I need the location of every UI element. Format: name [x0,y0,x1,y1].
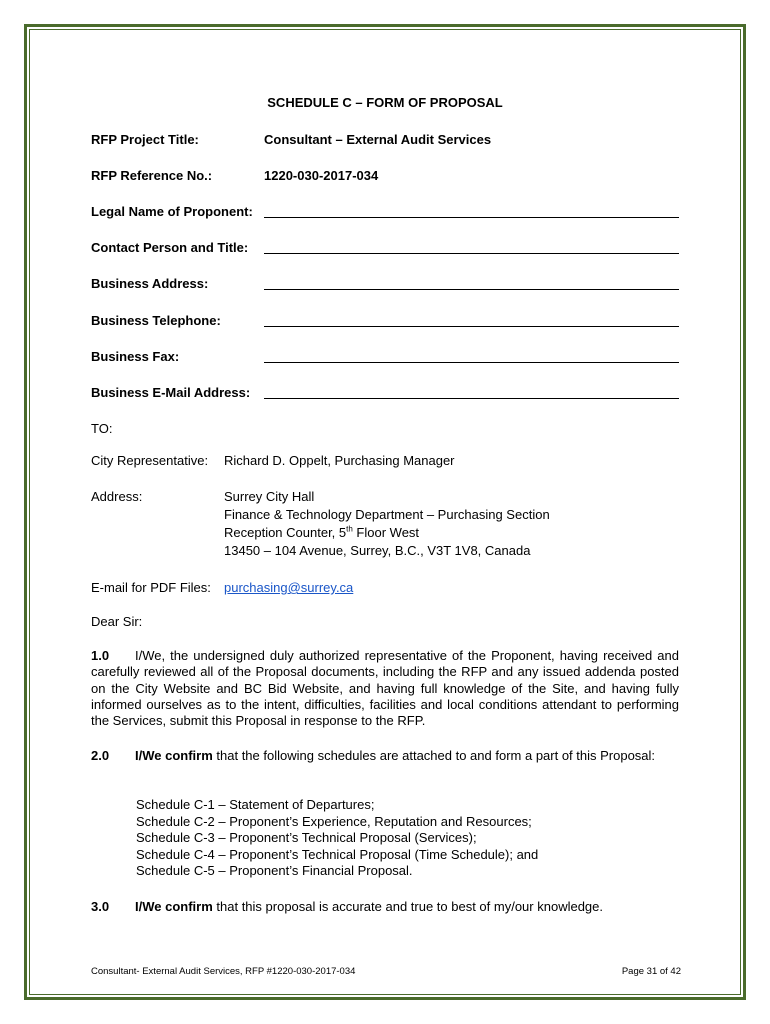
list-item: Schedule C-2 – Proponent’s Experience, Reputation and Resources; [136,813,532,829]
legal-name-label: Legal Name of Proponent: [91,204,253,219]
business-email-field[interactable] [264,398,679,399]
section-3-paragraph: 3.0 I/We confirm that this proposal is accurate and true to best of my/our knowledge. [91,899,603,914]
salutation: Dear Sir: [91,614,143,629]
email-label: E-mail for PDF Files: [91,580,211,595]
business-telephone-label: Business Telephone: [91,313,221,328]
footer-left: Consultant- External Audit Services, RFP #1220-030-2017-034 [91,966,356,977]
list-item: Schedule C-3 – Proponent’s Technical Proposal (Services); [136,830,477,845]
business-telephone-field[interactable] [264,326,679,327]
section-2-paragraph: 2.0 I/We confirm that the following schedules are attached to and form a part of this Proposal: [91,748,656,763]
business-email-label: Business E-Mail Address: [91,385,251,400]
section-1-number: 1.0 [91,648,110,663]
address-line-1: Surrey City Hall [224,489,315,504]
footer-page-number: Page 31 of 42 [621,966,681,977]
legal-name-field[interactable] [264,217,679,218]
document-title: SCHEDULE C – FORM OF PROPOSAL [267,95,503,110]
city-rep-label: City Representative: [91,453,209,468]
list-item: Schedule C-1 – Statement of Departures; [136,797,375,812]
address-line-2: Finance & Technology Department – Purchasing Section [224,507,550,522]
contact-person-field[interactable] [264,253,679,254]
business-address-field[interactable] [264,289,679,290]
business-fax-field[interactable] [264,362,679,363]
section-3-number: 3.0 [91,899,110,914]
address-line-3: Reception Counter, 5th Floor West [224,524,420,540]
reference-no-label: RFP Reference No.: [91,168,213,183]
reference-no-value: 1220-030-2017-034 [264,168,379,183]
list-item: Schedule C-4 – Proponent’s Technical Proposal (Time Schedule); and [136,846,539,862]
list-item: Schedule C-5 – Proponent’s Financial Proposal. [136,863,413,878]
project-title-value: Consultant – External Audit Services [264,132,492,147]
section-2-number: 2.0 [91,748,110,763]
section-1-paragraph: 1.0 I/We, the undersigned duly authorized representative of the Proponent, having received and carefully reviewed all of the Proposal documents, including the RFP and any issued addenda posted on the City Website and BC Bid Website, and having full knowledge of the Site, and having fully informed ourselves as to the intent, difficulties, facilities and local conditions attendant to performing the Services, submit this Proposal in response to the RFP. [91,648,679,729]
address-line-4: 13450 – 104 Avenue, Surrey, B.C., V3T 1V8, Canada [224,543,531,558]
project-title-label: RFP Project Title: [91,132,199,147]
city-rep-value: Richard D. Oppelt, Purchasing Manager [224,453,455,468]
business-address-label: Business Address: [91,276,209,291]
address-label: Address: [91,489,143,504]
schedule-list [136,797,538,880]
contact-person-label: Contact Person and Title: [91,240,249,255]
business-fax-label: Business Fax: [91,349,180,364]
email-link[interactable]: purchasing@surrey.ca [224,580,354,595]
to-label: TO: [91,421,113,436]
